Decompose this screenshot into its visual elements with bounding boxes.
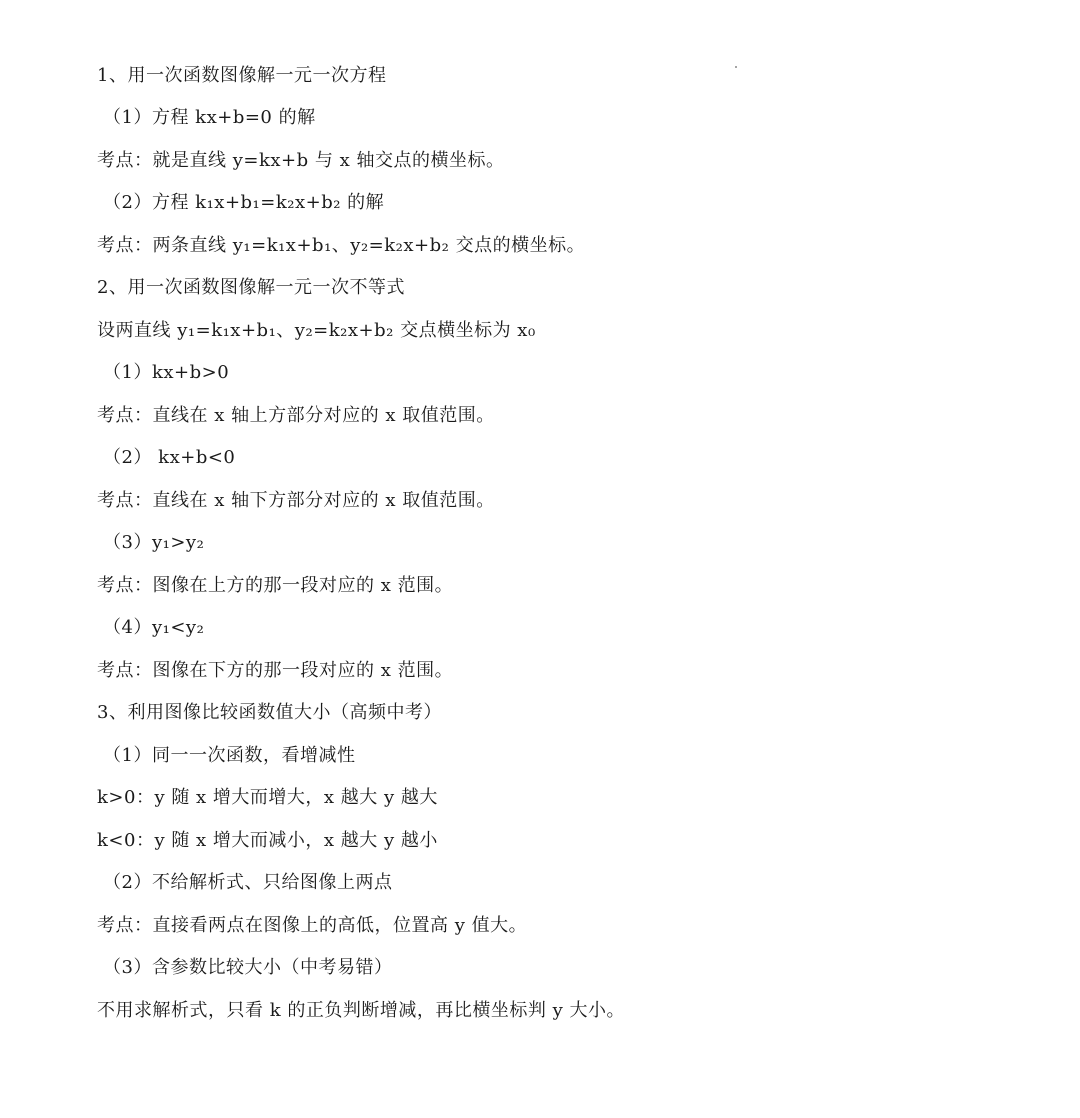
note-1-1: 考点：就是直线 y=kx+b 与 x 轴交点的横坐标。 <box>97 150 505 171</box>
rule-k-positive: k>0：y 随 x 增大而增大，x 越大 y 越大 <box>97 787 438 808</box>
item-1-1: （1）方程 kx+b=0 的解 <box>103 107 316 128</box>
heading-section-3: 3、利用图像比较函数值大小（高频中考） <box>97 702 442 723</box>
note-2-4: 考点：图像在下方的那一段对应的 x 范围。 <box>97 660 454 681</box>
section-2-intro: 设两直线 y₁=k₁x+b₁、y₂=k₂x+b₂ 交点横坐标为 x₀ <box>97 320 536 341</box>
item-2-1: （1）kx+b>0 <box>103 362 230 383</box>
note-1-2: 考点：两条直线 y₁=k₁x+b₁、y₂=k₂x+b₂ 交点的横坐标。 <box>97 235 586 256</box>
note-2-2: 考点：直线在 x 轴下方部分对应的 x 取值范围。 <box>97 490 495 511</box>
heading-section-1: 1、用一次函数图像解一元一次方程 <box>97 65 387 86</box>
scan-speck <box>735 66 737 68</box>
heading-section-2: 2、用一次函数图像解一元一次不等式 <box>97 277 405 298</box>
rule-k-negative: k<0：y 随 x 增大而减小，x 越大 y 越小 <box>97 830 438 851</box>
item-3-1: （1）同一一次函数，看增减性 <box>103 745 356 766</box>
item-3-2: （2）不给解析式、只给图像上两点 <box>103 872 393 893</box>
item-2-4: （4）y₁<y₂ <box>103 617 205 638</box>
item-2-2: （2） kx+b<0 <box>103 447 236 468</box>
note-3-2: 考点：直接看两点在图像上的高低，位置高 y 值大。 <box>97 915 528 936</box>
item-3-3: （3）含参数比较大小（中考易错） <box>103 957 393 978</box>
note-3-3: 不用求解析式，只看 k 的正负判断增减，再比横坐标判 y 大小。 <box>97 1000 625 1021</box>
note-2-1: 考点：直线在 x 轴上方部分对应的 x 取值范围。 <box>97 405 495 426</box>
item-1-2: （2）方程 k₁x+b₁=k₂x+b₂ 的解 <box>103 192 385 213</box>
note-2-3: 考点：图像在上方的那一段对应的 x 范围。 <box>97 575 454 596</box>
item-2-3: （3）y₁>y₂ <box>103 532 205 553</box>
